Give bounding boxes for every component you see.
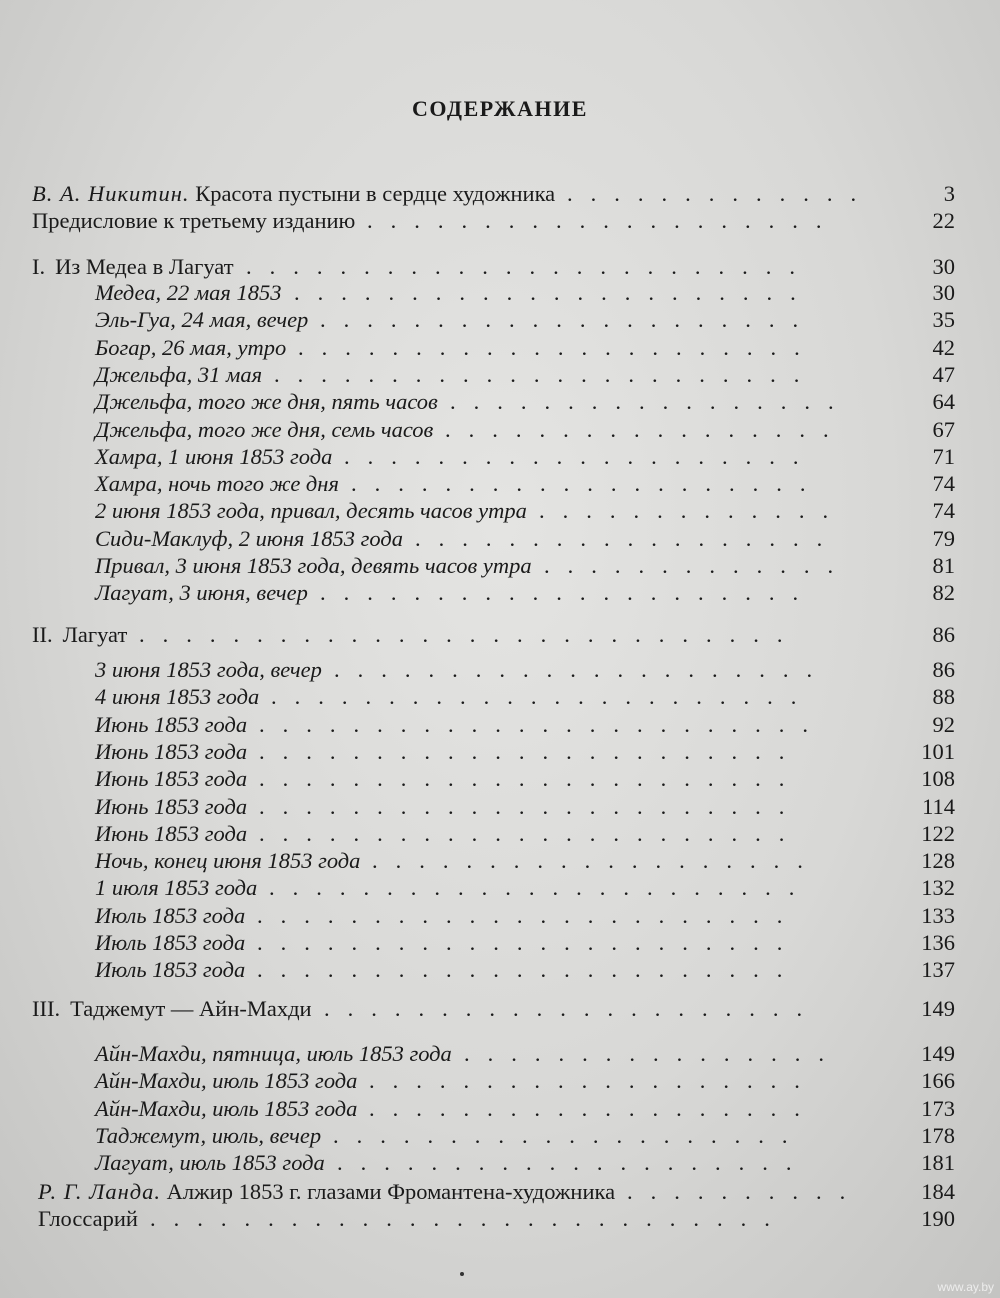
toc-entry-text xyxy=(95,874,257,902)
part-number: I. xyxy=(32,254,46,279)
toc-line-entry xyxy=(95,579,955,607)
page-number: 64 xyxy=(932,389,955,415)
toc-line-entry xyxy=(95,929,955,957)
toc-title: 2 июня 1853 года, привал, десять часов утра xyxy=(95,498,527,524)
toc-title: Сиди-Маклуф, 2 июня 1853 года xyxy=(95,525,403,551)
toc-line-entry xyxy=(95,956,955,984)
toc-line-part xyxy=(32,995,955,1023)
toc-entry-text xyxy=(95,1095,357,1123)
dot-leader: ................... xyxy=(372,848,821,874)
toc-entry-text xyxy=(38,1178,615,1206)
page-number: 178 xyxy=(921,1122,955,1148)
dot-leader: .................... xyxy=(367,208,840,233)
toc-entry-text xyxy=(95,765,247,793)
toc-entry-text xyxy=(95,929,245,957)
toc-line-entry xyxy=(95,1067,955,1095)
toc-title: Июль 1853 года xyxy=(95,930,246,955)
toc-title: Лагуат xyxy=(62,622,128,647)
toc-author: В. А. Никитин. xyxy=(32,181,190,206)
toc-line-entry xyxy=(95,711,955,739)
page-number: 173 xyxy=(921,1095,955,1121)
toc-entry-text xyxy=(95,361,262,389)
page-number: 149 xyxy=(921,996,955,1021)
page-number: 166 xyxy=(921,1068,955,1094)
page-number: 82 xyxy=(932,580,955,606)
page-number: 86 xyxy=(932,657,955,682)
toc-line-entry xyxy=(95,552,955,580)
dot-leader: ....................... xyxy=(274,361,818,387)
page-number: 149 xyxy=(921,1041,955,1066)
toc-line-part xyxy=(32,621,955,649)
page-number: 114 xyxy=(922,793,955,819)
toc-title: Джельфа, того же дня, пять часов xyxy=(95,389,438,415)
toc-title: Хамра, ночь того же дня xyxy=(95,471,339,497)
toc-entry-text xyxy=(32,621,127,649)
toc-title: Июль 1853 года xyxy=(95,957,246,983)
page-number: 22 xyxy=(932,208,955,233)
toc-title: Джельфа, 31 мая xyxy=(95,361,263,387)
dot-leader: ............. xyxy=(567,181,875,206)
page-number: 74 xyxy=(932,471,955,497)
toc-entry-text xyxy=(38,1205,138,1233)
toc-line-entry xyxy=(95,656,955,684)
toc-entry-text xyxy=(95,711,247,739)
toc-entry-text xyxy=(95,820,247,848)
page-number: 3 xyxy=(943,181,955,206)
page-number: 47 xyxy=(932,361,955,387)
page-number: 79 xyxy=(932,525,955,551)
dot-leader: ................... xyxy=(369,1068,818,1094)
dot-leader: .................... xyxy=(337,1150,810,1176)
toc-title: Таджемут, июль, вечер xyxy=(95,1122,322,1148)
page-number: 181 xyxy=(921,1150,955,1176)
toc-title: Лагуат, июль 1853 года xyxy=(95,1150,325,1176)
toc-entry-text xyxy=(95,1122,321,1150)
toc-line-entry xyxy=(95,820,955,848)
page-number: 88 xyxy=(932,684,955,710)
dot-leader: ................. xyxy=(450,389,852,415)
dot-leader: ................ xyxy=(464,1041,842,1066)
toc-entry-text xyxy=(32,180,555,208)
page-number: 86 xyxy=(932,622,955,647)
toc-line-part xyxy=(32,253,955,281)
dot-leader: ........................ xyxy=(259,711,826,737)
page-number: 132 xyxy=(921,875,955,901)
toc-entry-text xyxy=(95,738,247,766)
page-number: 136 xyxy=(921,930,955,955)
toc-title: 4 июня 1853 года xyxy=(95,684,260,710)
toc-entry-text xyxy=(95,388,438,416)
toc-title: Ночь, конец июня 1853 года xyxy=(95,848,361,874)
toc-entry-text xyxy=(95,470,339,498)
toc-line-entry xyxy=(95,683,955,711)
dot-leader: ....................... xyxy=(257,930,801,955)
toc-line-entry xyxy=(95,497,955,525)
toc-entry-text xyxy=(95,334,286,362)
dot-leader: ........................ xyxy=(246,254,813,279)
toc-line-entry xyxy=(95,388,955,416)
toc-line-entry xyxy=(95,1095,955,1123)
toc-line-entry xyxy=(95,416,955,444)
toc-title: Таджемут — Айн-Махди xyxy=(70,996,312,1021)
dot-leader: ....................... xyxy=(257,957,801,983)
toc-entry-text xyxy=(95,552,532,580)
toc-title: Хамра, 1 июня 1853 года xyxy=(95,443,333,469)
toc-title: 3 июня 1853 года, вечер xyxy=(95,657,322,682)
toc-entry-text xyxy=(95,416,433,444)
toc-entry-text xyxy=(95,1067,357,1095)
toc-heading: СОДЕРЖАНИЕ xyxy=(412,96,588,121)
toc-line-entry xyxy=(95,334,955,362)
toc-line-entry xyxy=(95,1122,955,1150)
page-number: 101 xyxy=(921,738,955,764)
toc-title: Алжир 1853 г. глазами Фромантена-художника xyxy=(166,1179,616,1204)
toc-title: Из Медеа в Лагуат xyxy=(55,254,234,279)
toc-entry-text xyxy=(95,1149,325,1177)
page-number: 81 xyxy=(932,553,955,578)
toc-entry-text xyxy=(95,279,282,307)
watermark: www.ay.by xyxy=(937,1280,994,1294)
dot-leader: ..................... xyxy=(334,657,831,682)
page-number: 71 xyxy=(932,443,955,469)
toc-line-entry xyxy=(95,1149,955,1177)
toc-line-entry xyxy=(95,279,955,307)
dot-leader: ........................... xyxy=(150,1206,788,1231)
toc-line-entry xyxy=(95,361,955,389)
toc-entry-text xyxy=(32,253,234,281)
toc-line-back xyxy=(38,1178,955,1206)
toc-line-front xyxy=(32,180,955,208)
toc-entry-text xyxy=(95,847,360,875)
toc-line-entry xyxy=(95,793,955,821)
dot-leader: ....................... xyxy=(259,793,803,819)
toc-line-entry xyxy=(95,874,955,902)
toc-line-entry xyxy=(95,902,955,930)
toc-line-entry xyxy=(95,765,955,793)
toc-line-entry xyxy=(95,443,955,471)
page-number: 30 xyxy=(932,254,955,279)
page-number: 128 xyxy=(921,848,955,874)
toc-title: Айн-Махди, июль 1853 года xyxy=(95,1095,358,1121)
toc-title: Лагуат, 3 июня, вечер xyxy=(95,580,308,606)
page-number: 67 xyxy=(932,416,955,442)
toc-title: Медеа, 22 мая 1853 xyxy=(95,280,282,305)
dot-leader: ....................... xyxy=(257,902,801,928)
page-number: 35 xyxy=(932,307,955,333)
toc-entry-text xyxy=(95,306,308,334)
dot-leader: .................... xyxy=(344,443,817,469)
toc-title: Предисловие к третьему изданию xyxy=(32,208,356,233)
toc-title: Июнь 1853 года xyxy=(95,820,248,846)
dot-leader: ................... xyxy=(369,1095,818,1121)
page-number: 190 xyxy=(921,1206,955,1231)
toc-title: Июнь 1853 года xyxy=(95,766,248,792)
toc-entry-text xyxy=(95,956,245,984)
page-number: 42 xyxy=(932,334,955,360)
toc-line-entry xyxy=(95,306,955,334)
dot-leader: .................. xyxy=(415,525,841,551)
toc-line-entry xyxy=(95,525,955,553)
print-speck xyxy=(460,1272,464,1276)
dot-leader: ...................... xyxy=(298,334,818,360)
page-number: 92 xyxy=(932,711,955,737)
toc-entry-text xyxy=(95,656,322,684)
toc-title: Июль 1853 года xyxy=(95,902,246,928)
toc-entry-text xyxy=(95,793,247,821)
toc-line-entry xyxy=(95,738,955,766)
toc-entry-text xyxy=(32,207,355,235)
toc-line-entry xyxy=(95,847,955,875)
dot-leader: ...................... xyxy=(294,280,814,305)
dot-leader: ............................ xyxy=(139,622,801,647)
toc-entry-text xyxy=(95,902,245,930)
dot-leader: ....................... xyxy=(259,738,803,764)
dot-leader: ..................... xyxy=(320,307,817,333)
page-number: 74 xyxy=(932,498,955,524)
toc-title: 1 июля 1853 года xyxy=(95,875,258,901)
toc-entry-text xyxy=(95,579,308,607)
toc-title: Июнь 1853 года xyxy=(95,738,248,764)
part-number: II. xyxy=(32,622,53,647)
toc-title: Красота пустыни в сердце художника xyxy=(195,181,556,206)
toc-title: Глоссарий xyxy=(38,1206,138,1231)
toc-entry-text xyxy=(95,1040,452,1068)
toc-line-entry xyxy=(95,470,955,498)
dot-leader: ............. xyxy=(544,553,852,578)
toc-title: Джельфа, того же дня, семь часов xyxy=(95,416,434,442)
toc-entry-text xyxy=(95,683,259,711)
toc-title: Привал, 3 июня 1853 года, девять часов утра xyxy=(95,553,532,578)
toc-author: Р. Г. Ланда. xyxy=(38,1179,162,1204)
dot-leader: ....................... xyxy=(269,875,813,901)
toc-title: Богар, 26 мая, утро xyxy=(95,334,287,360)
dot-leader: ..................... xyxy=(320,580,817,606)
toc-title: Эль-Гуа, 24 мая, вечер xyxy=(95,307,309,333)
page-number: 137 xyxy=(921,957,955,983)
toc-entry-text xyxy=(95,443,332,471)
toc-line-front xyxy=(32,207,955,235)
dot-leader: ..................... xyxy=(324,996,821,1021)
toc-line-back xyxy=(38,1205,955,1233)
dot-leader: ....................... xyxy=(259,820,803,846)
dot-leader: ....................... xyxy=(271,684,815,710)
dot-leader: .......... xyxy=(627,1179,864,1204)
dot-leader: .................... xyxy=(351,471,824,497)
page-number: 122 xyxy=(921,820,955,846)
toc-entry-text xyxy=(32,995,312,1023)
toc-title: Айн-Махди, пятница, июль 1853 года xyxy=(95,1041,452,1066)
page-number: 108 xyxy=(921,766,955,792)
toc-title: Июнь 1853 года xyxy=(95,793,248,819)
dot-leader: ....................... xyxy=(259,766,803,792)
toc-line-entry xyxy=(95,1040,955,1068)
toc-entry-text xyxy=(95,525,403,553)
toc-title: Июнь 1853 года xyxy=(95,711,248,737)
toc-entry-text xyxy=(95,497,527,525)
page-number: 184 xyxy=(921,1179,955,1204)
page-number: 30 xyxy=(932,280,955,305)
part-number: III. xyxy=(32,996,61,1021)
toc-title: Айн-Махди, июль 1853 года xyxy=(95,1068,358,1094)
dot-leader: ............. xyxy=(539,498,847,524)
dot-leader: .................... xyxy=(333,1122,806,1148)
page-number: 133 xyxy=(921,902,955,928)
dot-leader: ................. xyxy=(445,416,847,442)
